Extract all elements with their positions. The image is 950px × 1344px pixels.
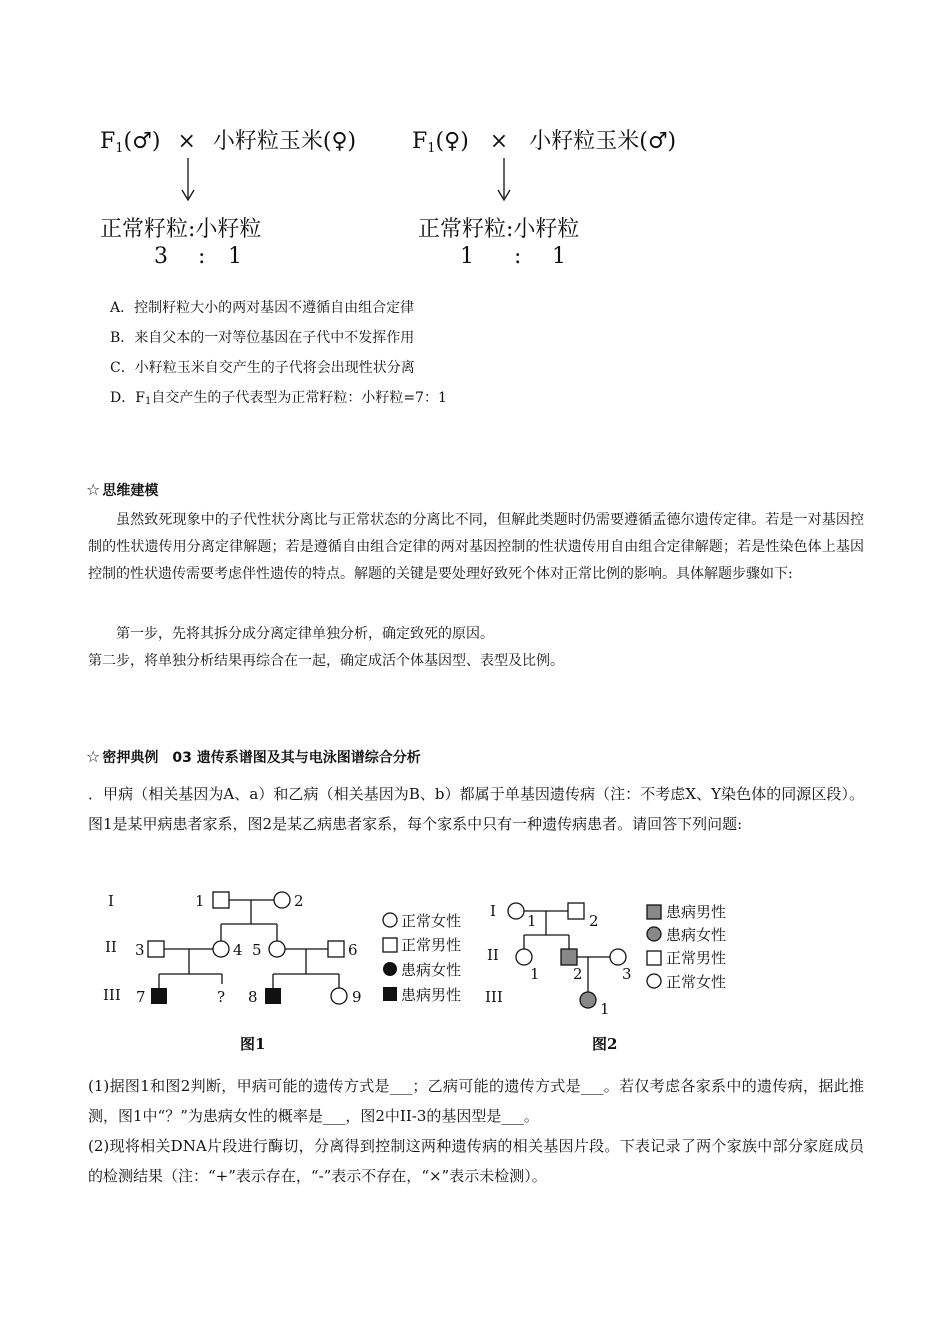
- legend-label: 患病男性: [401, 986, 462, 1004]
- partner-label: 小籽粒玉米(♀): [212, 129, 357, 154]
- legend-affected-male-icon: [383, 987, 397, 1001]
- modeling-paragraph-2: 第一步，先将其拆分成分离定律单独分析，确定致死的原因。: [116, 626, 494, 642]
- generation-label-ii: II: [105, 938, 117, 956]
- number-9: 9: [352, 988, 362, 1006]
- legend-label: 患病女性: [401, 961, 462, 979]
- option-d-prefix: D．F: [110, 390, 145, 406]
- number-2: 2: [294, 892, 304, 910]
- cross-symbol: ×: [489, 129, 509, 154]
- number-7: 7: [136, 988, 146, 1006]
- f1-sex: (♂): [123, 129, 161, 154]
- individual-ii-4: [213, 941, 229, 957]
- number-6: 6: [348, 941, 358, 959]
- individual-iii-7: [151, 988, 167, 1004]
- pedigree-figure-2: [482, 880, 752, 1060]
- cross-symbol: ×: [177, 129, 196, 154]
- down-arrow-icon: [494, 158, 514, 204]
- cross-right-colon: :: [514, 244, 522, 269]
- individual-i-2: [568, 903, 584, 919]
- number-8: 8: [248, 988, 258, 1006]
- individual-i-1: [508, 903, 524, 919]
- f1-label: F: [412, 129, 428, 154]
- figure-1-caption: 图1: [240, 1035, 266, 1053]
- f1-subscript: 1: [427, 141, 436, 156]
- individual-ii-6: [328, 941, 344, 957]
- generation-label-i: I: [108, 892, 114, 910]
- legend-label: 正常女性: [666, 973, 727, 991]
- cross-right-result: 正常籽粒:小籽粒: [418, 217, 580, 242]
- f1-label: F: [100, 129, 116, 154]
- example-heading: [86, 747, 421, 767]
- legend-normal-male-icon: [383, 938, 397, 952]
- option-b: B．来自父本的一对等位基因在子代中不发挥作用: [110, 330, 415, 346]
- legend-affected-male-icon: [647, 905, 661, 919]
- generation-label-iii: III: [485, 988, 503, 1006]
- cross-left-ratio-a: 3: [154, 244, 168, 269]
- partner-label: 小籽粒玉米(♂): [529, 129, 677, 154]
- modeling-title: 思维建模: [102, 483, 159, 499]
- number-3: 3: [135, 941, 145, 959]
- down-arrow-icon: [178, 158, 198, 204]
- cross-left-parents: [100, 124, 356, 156]
- star-icon: ☆: [86, 747, 101, 766]
- individual-iii-9: [331, 988, 347, 1004]
- generation-label-ii: II: [487, 946, 499, 964]
- individual-ii-2: [561, 949, 577, 965]
- legend-normal-male-icon: [647, 951, 661, 965]
- star-icon: ☆: [86, 480, 101, 499]
- legend-affected-female-icon: [383, 962, 397, 976]
- individual-iii-8: [265, 988, 281, 1004]
- question-1: (1)据图1和图2判断，甲病可能的遗传方式是___；乙病可能的遗传方式是___。若仅考虑各家系中的遗传病，据此推测，图1中“？”为患病女性的概率是___，图2中II-3的基因型是___。: [88, 1077, 864, 1125]
- legend-label: 正常男性: [666, 949, 727, 967]
- cross-right-ratio-a: 1: [460, 244, 474, 269]
- individual-ii-3: [148, 941, 164, 957]
- cross-left-result: 正常籽粒:小籽粒: [100, 217, 262, 242]
- number-1: 1: [600, 1000, 610, 1018]
- generation-label-i: I: [490, 902, 496, 920]
- number-1: 1: [530, 965, 540, 983]
- legend-label: 正常女性: [401, 912, 462, 930]
- f1-subscript: 1: [115, 141, 124, 156]
- individual-i-2: [274, 892, 290, 908]
- pedigree-figure-1: [100, 880, 480, 1060]
- legend-normal-female-icon: [647, 974, 661, 988]
- cross-right-parents: [412, 124, 676, 156]
- number-3: 3: [622, 965, 632, 983]
- modeling-paragraph-1: 虽然致死现象中的子代性状分离比与正常状态的分离比不同，但解此类题时仍需要遵循孟德尔遗传定律。若是一对基因控制的性状遗传用分离定律解题；若是遵循自由组合定律的两对基因控制的性状遗传用自由组合定律解题；若是性染色体上基因控制的性状遗传需要考虑伴性遗传的特点。解题的关键是要处理好致死个体对正常比例的影响。具体解题步骤如下:: [88, 512, 864, 582]
- individual-ii-1: [516, 949, 532, 965]
- option-d: [110, 387, 447, 407]
- individual-ii-5: [269, 941, 285, 957]
- legend-affected-female-icon: [647, 927, 661, 941]
- option-d-text: 自交产生的子代表型为正常籽粒：小籽粒=7：1: [151, 390, 447, 406]
- number-2: 2: [589, 912, 599, 930]
- number-1: 1: [195, 892, 205, 910]
- modeling-paragraph-3: 第二步，将单独分析结果再综合在一起，确定成活个体基因型、表型及比例。: [88, 653, 564, 669]
- number-1: 1: [527, 912, 537, 930]
- figure-2-caption: 图2: [592, 1035, 618, 1053]
- legend-label: 患病男性: [666, 903, 727, 921]
- cross-left-colon: :: [198, 244, 206, 269]
- individual-i-1: [213, 892, 229, 908]
- number-2: 2: [573, 965, 583, 983]
- generation-label-iii: III: [103, 986, 121, 1004]
- example-title: 密押典例 03 遗传系谱图及其与电泳图谱综合分析: [102, 750, 421, 766]
- cross-right-ratio-b: 1: [552, 244, 566, 269]
- number-4: 4: [233, 941, 243, 959]
- individual-iii-1: [580, 992, 596, 1008]
- modeling-heading: [86, 480, 158, 500]
- option-c: C．小籽粒玉米自交产生的子代将会出现性状分离: [110, 360, 415, 376]
- unknown-individual: ?: [217, 988, 226, 1006]
- number-5: 5: [252, 941, 262, 959]
- option-a: A．控制籽粒大小的两对基因不遵循自由组合定律: [110, 300, 415, 316]
- legend-normal-female-icon: [383, 913, 397, 927]
- cross-left-ratio-b: 1: [228, 244, 242, 269]
- individual-ii-3: [610, 949, 626, 965]
- question-2: (2)现将相关DNA片段进行酶切，分离得到控制这两种遗传病的相关基因片段。下表记录了两个家族中部分家庭成员的检测结果（注：“+”表示存在，“-”表示不存在，“×”表示未检测）。: [88, 1137, 864, 1185]
- legend-label: 患病女性: [666, 926, 727, 944]
- option-d-subscript: 1: [144, 396, 152, 407]
- example-intro: ．甲病（相关基因为A、a）和乙病（相关基因为B、b）都属于单基因遗传病（注：不考虑X、Y染色体的同源区段）。图1是某甲病患者家系，图2是某乙病患者家系，每个家系中只有一种遗传病患者。请回答下列问题:: [88, 785, 864, 833]
- f1-sex: (♀): [435, 129, 469, 154]
- legend-label: 正常男性: [401, 936, 462, 954]
